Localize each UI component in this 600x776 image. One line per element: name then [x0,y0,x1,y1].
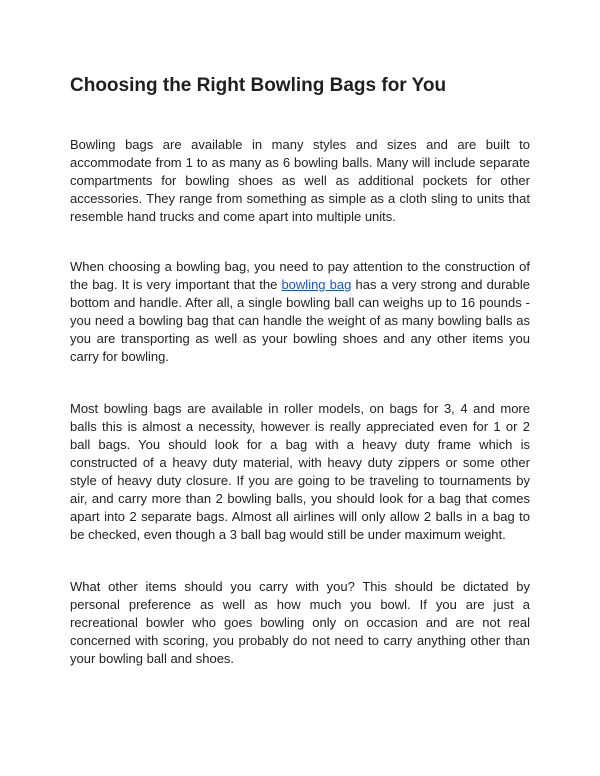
paragraph-3: Most bowling bags are available in roller models, on bags for 3, 4 and more balls this is almost a necessity, however is really appreciated even for 1 or 2 ball bags. You should look for a bag with a heavy duty frame which is constructed of a heavy duty material, with heavy duty zippers or some other style of heavy duty closure. If you are going to be traveling to tournaments by air, and carry more than 2 bowling balls, you should look for a bag that comes apart into 2 separate bags. Almost all airlines will only allow 2 balls in a bag to be checked, even though a 3 ball bag would still be under maximum weight. [70,401,530,542]
paragraph-2 [70,258,530,366]
paragraph-2-text-after-link: has a very strong and durable bottom and handle. After all, a single bowling ball can weighs up to 16 pounds - you need a bowling bag that can handle the weight of as many bowling balls as you are transporting as well as your bowling shoes and any other items you carry for bowling. [70,277,531,364]
paragraph-4: What other items should you carry with you? This should be dictated by personal preference as well as how much you bowl. If you are just a recreational bowler who goes bowling only on occasion and are not real concerned with scoring, you probably do not need to carry anything other than your bowling ball and shoes. [70,579,530,666]
document-title: Choosing the Right Bowling Bags for You [70,75,447,96]
paragraph-2-text-before-link: When choosing a bowling bag, you need to pay attention to the construction of the bag. It is very important that the [70,259,530,292]
paragraph-1: Bowling bags are available in many styles and sizes and are built to accommodate from 1 to as many as 6 bowling balls. Many will include separate compartments for bowling shoes as well as additional pockets for other accessories. They range from something as simple as a cloth sling to units that resemble hand trucks and come apart into multiple units. [70,137,530,224]
bowling-bag-link[interactable]: bowling bag [281,277,352,292]
